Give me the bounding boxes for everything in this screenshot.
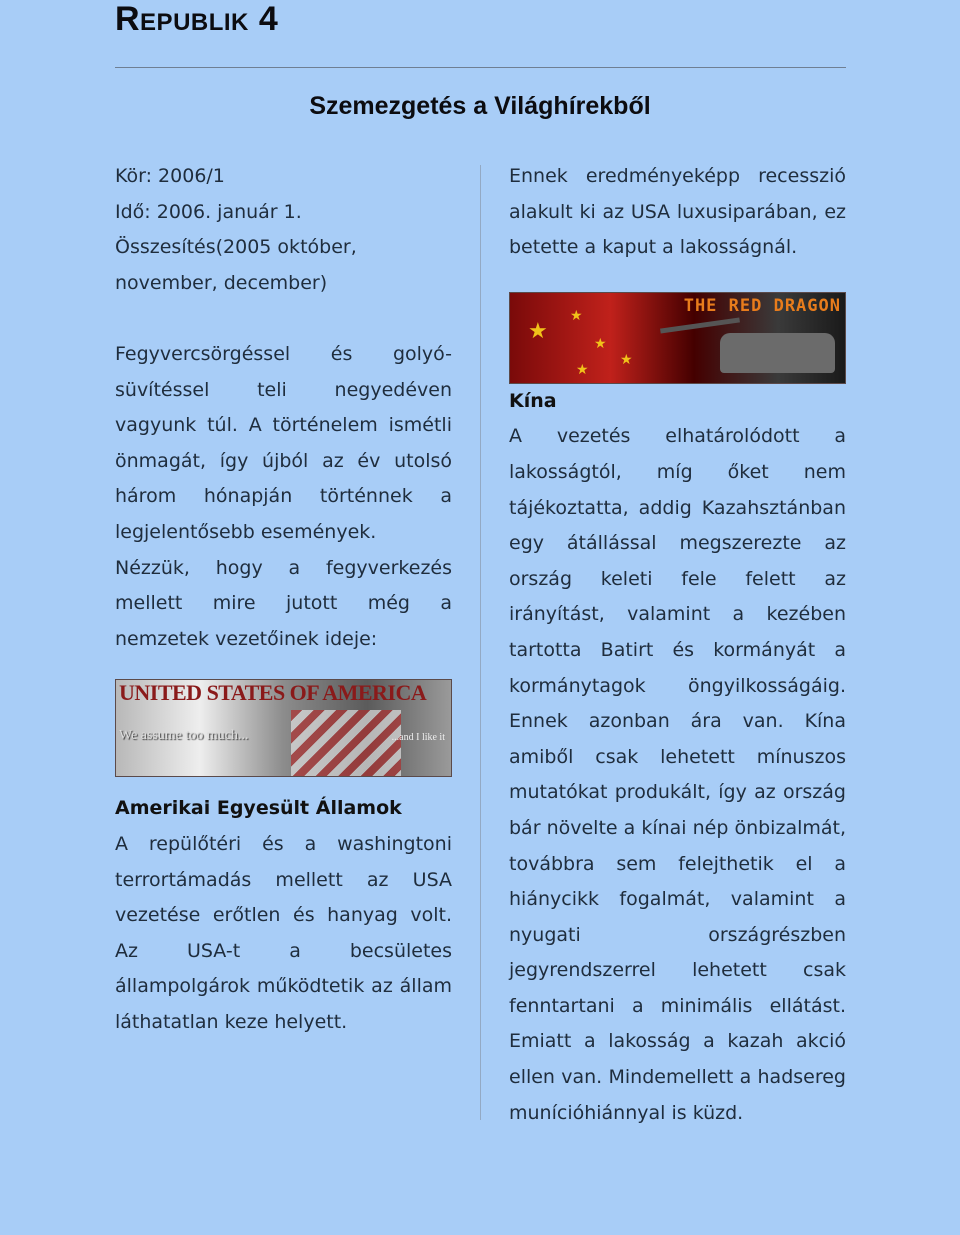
intro-paragraph-2: Nézzük, hogy a fegyverkezés mellett mire jutott még a nemzetek vezetőinek ideje: [115,556,452,650]
usa-paragraph: A repülőtéri és a washingtoni terrortámadás mellett az USA vezetése erőtlen és hanyag volt. Az USA-t a becsületes állampolgárok működtetik az állam láthatatlan keze helyett. [115,832,452,1033]
china-banner-image [509,292,846,384]
meta-time: Idő: 2006. január 1. [115,200,302,223]
intro-paragraph: Fegyvercsörgéssel és golyó-süvítéssel teli negyedéven vagyunk túl. A történelem ismétli önmagát, így újból az év utolsó három hónapján történnek a legjelentősebb események. [115,342,452,543]
meta-summary: Összesítés(2005 október, november, december) [115,236,357,294]
usa-heading: Amerikai Egyesült Államok [115,797,402,820]
tank-barrel-graphic [660,317,740,333]
china-paragraph: A vezetés elhatárolódott a lakosságtól, míg őket nem tájékoztatta, addig Kazahsztánban egy átállással megszerezte az ország keleti fele felett az irányítást, valamint a kezében tartotta Batirt és kormányát a kormánytagok öngyilkosságáig. Ennek azonban ára van. Kína amiből csak lehetett mínuszos mutatókat produkált, így az ország bár növelte a kínai nép önbizalmát, továbbra sem felejthetik el a hiánycikk fogalmát, valamint a nyugati országrészben jegyrendszerrel lehetett csak fenntartani a minimális ellátást. Emiatt a lakosság a kazah akció ellen van. Mindemellett a hadsereg munícióhiánnyal is küzd. [509,425,846,1124]
meta-round: Kör: 2006/1 [115,165,225,187]
article-title: Szemezgetés a Világhírekből [309,92,651,120]
right-column [509,159,846,1131]
usa-banner-image [115,679,452,777]
usa-banner-subtitle: We assume too much... [119,728,249,744]
tank-graphic [720,333,835,373]
star-icon: ★ [570,307,583,324]
header-rule [115,67,846,68]
star-icon: ★ [620,351,633,368]
star-icon: ★ [528,318,548,344]
flag-stripes-graphic [291,710,401,777]
spacer [115,301,452,337]
publication-title: Republik 4 [115,0,279,38]
star-icon: ★ [576,361,589,378]
usa-banner-title: UNITED STATES OF AMERICA [119,680,427,706]
star-icon: ★ [594,335,607,352]
column-divider [480,165,481,1120]
china-heading: Kína [509,389,557,412]
usa-banner-subtitle-2: ...and I like it [391,732,445,744]
usa-continued-paragraph: Ennek eredményeképp recesszió alakult ki az USA luxusiparában, ez betette a kaput a lakosságnál. [509,165,846,259]
left-column [115,159,452,1040]
page-header [115,0,846,38]
china-banner-title: THE RED DRAGON [683,295,841,316]
